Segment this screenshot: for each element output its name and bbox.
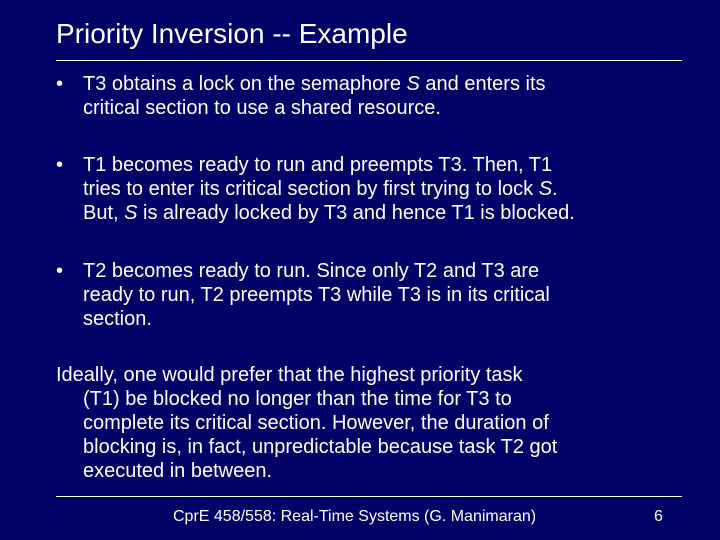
page-number: 6 <box>654 508 663 525</box>
bullet-line: tries to enter its critical section by first trying to lock S. <box>83 178 558 200</box>
bullet-icon: • <box>56 260 64 282</box>
bullet-text <box>83 259 696 331</box>
bullet-line: section. <box>83 308 152 330</box>
bullet-item-2 <box>56 153 696 225</box>
bullet-text <box>83 153 696 225</box>
bullet-line: But, S is already locked by T3 and hence T1 is blocked. <box>83 202 575 224</box>
conclusion-paragraph <box>56 363 676 483</box>
paragraph-line: blocking is, in fact, unpredictable because task T2 got <box>83 436 558 458</box>
bullet-line: critical section to use a shared resource. <box>83 97 441 119</box>
paragraph-line: complete its critical section. However, the duration of <box>83 412 549 434</box>
bullet-line: T1 becomes ready to run and preempts T3. Then, T1 <box>83 154 553 176</box>
paragraph-line: executed in between. <box>83 460 273 482</box>
title-divider <box>56 60 682 61</box>
bullet-icon: • <box>56 73 64 95</box>
footer-divider <box>56 496 682 497</box>
bullet-line: T3 obtains a lock on the semaphore S and enters its <box>83 73 546 95</box>
slide-title: Priority Inversion -- Example <box>56 18 408 49</box>
bullet-line: T2 becomes ready to run. Since only T2 and T3 are <box>83 260 540 282</box>
paragraph-line: Ideally, one would prefer that the highest priority task <box>56 364 523 386</box>
bullet-item-3 <box>56 259 696 331</box>
bullet-icon: • <box>56 154 64 176</box>
paragraph-line: (T1) be blocked no longer than the time for T3 to <box>83 388 512 410</box>
bullet-item-1 <box>56 72 696 120</box>
bullet-text <box>83 72 696 120</box>
footer-course: CprE 458/558: Real-Time Systems (G. Manimaran) <box>173 508 537 525</box>
bullet-line: ready to run, T2 preempts T3 while T3 is in its critical <box>83 284 550 306</box>
